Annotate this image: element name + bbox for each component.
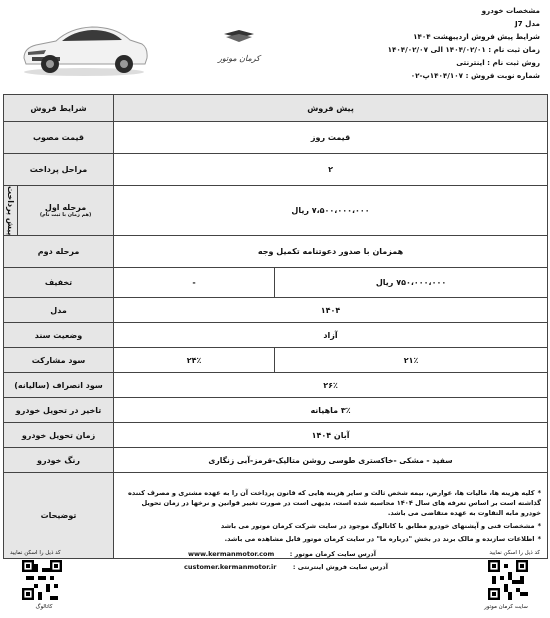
qr-site-caption: سایت کرمان موتور — [484, 604, 528, 610]
partnership-value-2: ۲۴٪ — [114, 348, 275, 373]
row-partnership — [4, 348, 548, 373]
prepayment-side-label: پیش پرداخت — [4, 186, 18, 236]
row-delay — [4, 398, 548, 423]
row-delivery — [4, 423, 548, 448]
reg-time-line: زمان ثبت نام : ۱۴۰۴/۰۲/۰۱ الی ۱۴۰۴/۰۲/۰۷ — [387, 45, 540, 54]
scan-caption-left: کد ذیل را اسکن نمایید — [10, 550, 61, 556]
discount-value-2: - — [114, 268, 275, 298]
step1-label-cell — [18, 186, 114, 236]
doc-status-label: وضعیت سند — [4, 323, 114, 348]
row-doc-status — [4, 323, 548, 348]
doc-title: مشخصات خودرو — [481, 6, 540, 15]
row-step1 — [4, 186, 548, 236]
cancel-profit-value: ۲۶٪ — [114, 373, 548, 398]
sale-condition-value: پیش فروش — [114, 95, 548, 122]
row-pay-steps — [4, 154, 548, 186]
sale-condition-label: شرایط فروش — [4, 95, 114, 122]
discount-label: تخفیف — [4, 268, 114, 298]
row-step2 — [4, 236, 548, 268]
row-sale-condition — [4, 95, 548, 122]
row-price — [4, 122, 548, 154]
turn-number-line: شماره نوبت فروش : ۱۴۰۴/۱۰۷پ-۰۲ — [410, 71, 540, 80]
row-notes — [4, 473, 548, 559]
pay-steps-value: ۲ — [114, 154, 548, 186]
row-model — [4, 298, 548, 323]
model-line: مدل J7 — [514, 19, 540, 28]
partnership-label: سود مشارکت — [4, 348, 114, 373]
delay-value: ۳٪ ماهیانه — [114, 398, 548, 423]
delivery-value: آبان ۱۴۰۴ — [114, 423, 548, 448]
discount-value: ۷۵۰،۰۰۰،۰۰۰ ریال — [275, 268, 548, 298]
step1-value: ۷،۵۰۰،۰۰۰،۰۰۰ ریال — [114, 186, 548, 236]
site-url[interactable]: www.kermanmotor.com — [188, 550, 275, 558]
color-value: سفید - مشکی -خاکستری طوسی روشن متالیک-قرمز-آبی زنگاری — [114, 448, 548, 473]
row-discount — [4, 268, 548, 298]
price-value: قیمت روز — [114, 122, 548, 154]
pay-steps-label: مراحل پرداخت — [4, 154, 114, 186]
online-label: آدرس سایت فروش اینترنتی : — [292, 563, 388, 571]
note-item: *مشخصات فنی و آپشنهای خودرو مطابق با کاتالوگ موجود در سایت شرکت کرمان موتور می باشد — [220, 521, 542, 530]
partnership-value-1: ۲۱٪ — [275, 348, 548, 373]
spec-table — [3, 94, 548, 559]
row-color — [4, 448, 548, 473]
note-item: *کلیه هزینه ها، مالیات ها، عوارض، بیمه شخص ثالث و سایر هزینه هایی که قانون پرداخت آن را به عهده مشتری و مصرف کننده گذاشته است بر اساس تعرفه های سال ۱۴۰۴ محاسبه شده است، بدیهی است در صورت تغییر قوانین و نرخها در زمان تحویل خودرو مابه التفاوت به عهده متقاضی می باشد. — [128, 488, 542, 517]
conditions-line: شرایط پیش فروش اردیبهشت ۱۴۰۴ — [413, 32, 540, 41]
delay-label: تاخیر در تحویل خودرو — [4, 398, 114, 423]
site-label: آدرس سایت کرمان موتور : — [289, 550, 376, 558]
model-label: مدل — [4, 298, 114, 323]
notes-label: توضیحات — [4, 473, 114, 559]
reg-method-line: روش ثبت نام : اینترنتی — [456, 58, 540, 67]
row-cancel-profit — [4, 373, 548, 398]
logo-text: کرمان موتور — [217, 54, 260, 63]
cancel-profit-label: سود انصراف (سالیانه) — [4, 373, 114, 398]
scan-caption-right: کد ذیل را اسکن نمایید — [489, 550, 540, 556]
notes-cell — [114, 473, 548, 559]
qr-catalog-caption: کاتالوگ — [35, 604, 53, 610]
step1-label: مرحله اول — [44, 203, 87, 213]
price-label: قیمت مصوب — [4, 122, 114, 154]
car-image — [18, 14, 150, 78]
online-url[interactable]: customer.kermanmotor.ir — [184, 563, 277, 571]
step2-label: مرحله دوم — [4, 236, 114, 268]
delivery-label: زمان تحویل خودرو — [4, 423, 114, 448]
doc-status-value: آزاد — [114, 323, 548, 348]
model-value: ۱۴۰۴ — [114, 298, 548, 323]
qr-code-catalog[interactable] — [22, 560, 62, 600]
note-item: *اطلاعات سازنده و مالک برند در بخش "درباره ما" در سایت کرمان موتور قابل مشاهده می باشد. — [224, 534, 542, 543]
step2-value: همزمان با صدور دعوتنامه تکمیل وجه — [114, 236, 548, 268]
color-label: رنگ خودرو — [4, 448, 114, 473]
step1-sub: (هم زمان با ثبت نام) — [39, 212, 92, 219]
qr-code-site[interactable] — [488, 560, 528, 600]
